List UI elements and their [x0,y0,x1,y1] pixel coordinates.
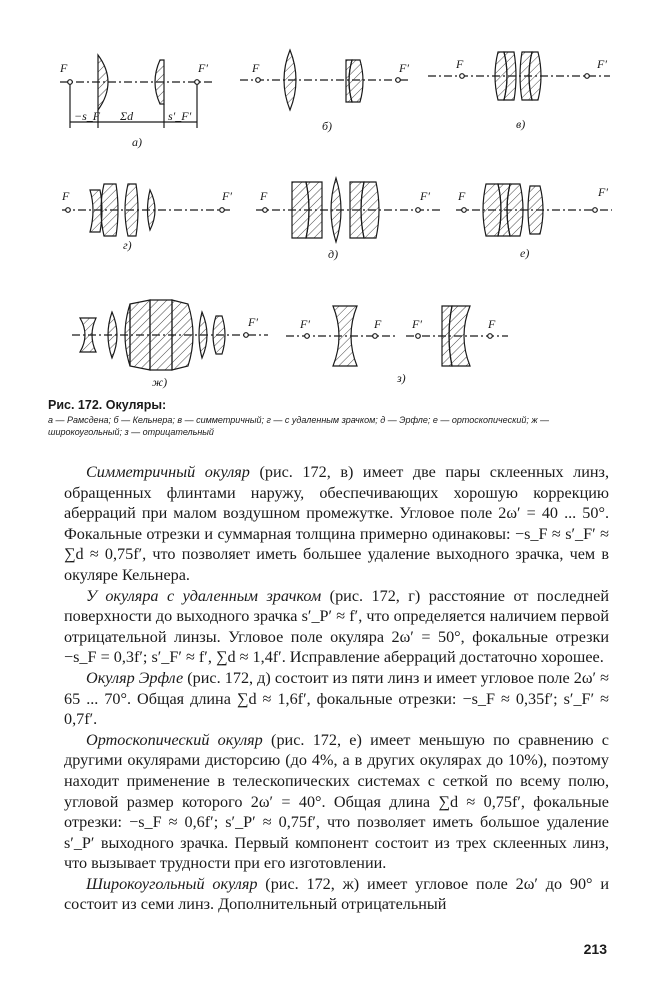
paragraph-body: (рис. 172, в) имеет две пары склеенных линз, обращенных флинтами наружу, обеспечивающих хорошую коррекцию аберраций при малом воздушном промежутке. Угловое поле 2ω′ = 40 ... 50°. Фокальные отрезки и суммарная толщина примерно одинаковы: −s_F ≈ s′_F′ ≈ ∑d ≈ 0,75f′, что позволяет иметь большее удаление выходного зрачка, чем в окуляре Кельнера. [64,463,610,584]
focal-label-z1-f: F [374,317,382,331]
paragraph-lead: Широкоугольный окуляр [86,874,258,893]
paragraph-orthoscopic [64,730,609,874]
sublabel-v: в) [516,117,526,131]
sublabel-e: е) [520,246,530,260]
dimension-labels [74,109,192,123]
focal-label-d-fp: F′ [420,189,430,203]
eyepiece-figure [0,0,659,395]
diagram-e [456,184,612,236]
focal-label-g-fp: F′ [222,189,232,203]
focal-label-b-f: F [252,61,260,75]
paragraph-body: (рис. 172, г) расстояние от последней поверхности до выходного зрачка s′_P′ ≈ f′, что определяется наличием первой отрицательной линзы. Угловое поле окуляра 2ω′ = 50°, фокальные отрезки −s_F = 0,3f′; s′_F′ ≈ f′, ∑d ≈ 1,4f′. Исправление аберраций достаточно хорошее. [64,586,609,667]
paragraph-lead: У окуляра с удаленным зрачком [86,586,322,605]
paragraph-lead: Окуляр Эрфле [86,668,184,687]
caption-title: Рис. 172. Окуляры: [48,398,167,412]
focal-label-a-fp: F′ [198,61,208,75]
focal-label-e-f: F [458,189,466,203]
paragraph-remote-pupil [64,586,609,668]
dim-sum: Σd [120,109,134,123]
paragraph-wide-angle [64,874,609,915]
sublabel-a: а) [132,135,142,149]
sublabel-zh: ж) [152,375,168,389]
sublabel-z: з) [397,371,406,385]
focal-label-z2-f: F [488,317,496,331]
focal-label-zh-fp: F′ [248,315,258,329]
focal-label-v-f: F [456,57,464,71]
focal-label-e-fp: F′ [598,185,608,199]
focal-label-z1-fp: F′ [300,317,310,331]
focal-label-z2-fp: F′ [412,317,422,331]
sublabel-b: б) [322,119,333,133]
paragraph-erfle [64,668,609,730]
paragraph-lead: Ортоскопический окуляр [86,730,263,749]
diagram-z [286,306,508,366]
paragraph-body: (рис. 172, д) состоит из пяти линз и имеет угловое поле 2ω′ ≈ 65 ... 70°. Общая длина ∑d ≈ 1,6f′, фокальные отрезки: −s_F ≈ 0,35f′; s′_F′ ≈ 0,7f′. [64,668,609,729]
sublabel-g: г) [123,238,132,252]
focal-label-g-f: F [62,189,70,203]
focal-label-d-f: F [260,189,268,203]
dim-sf: −s_F [74,109,101,123]
sublabel-d: д) [328,247,339,261]
page-number: 213 [583,941,607,957]
eyepiece-diagrams [0,0,659,395]
figure-caption [48,398,618,438]
paragraph-lead: Симметричный окуляр [86,463,250,481]
focal-label-v-fp: F′ [597,57,607,71]
diagram-g [62,184,232,236]
paragraph-symmetric [64,462,609,586]
diagram-zh [72,300,268,370]
body-text [64,462,609,915]
paragraph-body: (рис. 172, ж) имеет угловое поле 2ω′ до 90° и состоит из семи линз. Дополнительный отрицательный [64,874,609,914]
caption-legend: а — Рамсдена; б — Кельнера; в — симметричный; г — с удаленным зрачком; д — Эрфле; е — ортоскопический; ж — широкоугольный; з — отрицательный [48,415,550,437]
diagram-d [256,178,440,242]
diagram-b [240,50,410,110]
focal-label-b-fp: F′ [399,61,409,75]
dim-sfp: s′_F′ [168,109,192,123]
focal-label-a-f: F [60,61,68,75]
paragraph-body: (рис. 172, е) имеет меньшую по сравнению с другими окулярами дисторсию (до 4%, а в других окулярах до 10%), поэтому находит применение в телескопических системах с сеткой по всему полю, угловой размер которого 2ω′ = 40°. Общая длина ∑d ≈ 0,75f′, фокальные отрезки: −s_F ≈ 0,6f′; s′_P′ ≈ 0,75f′, что позволяет иметь большое удаление s′_P′ выходного зрачка. Первый компонент состоит из трех склеенных линз, что вызывает трудности при его изготовлении. [64,730,609,873]
